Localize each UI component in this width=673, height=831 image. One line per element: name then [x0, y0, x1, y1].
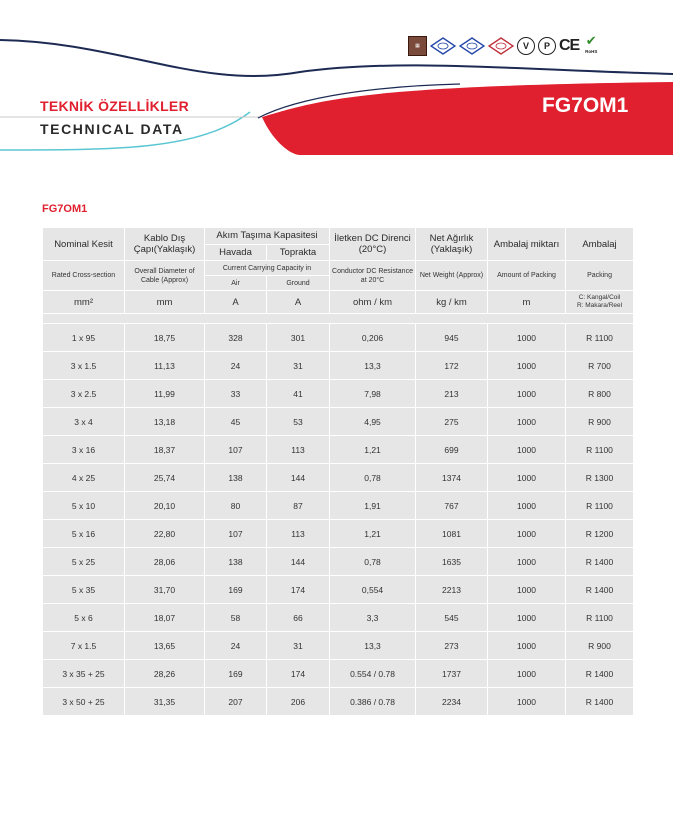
cell-diameter: 31,35: [125, 688, 205, 716]
unit-air: A: [205, 291, 267, 314]
v-mark-icon: V: [517, 37, 535, 55]
table-row: [43, 324, 634, 352]
cell-diameter: 28,26: [125, 660, 205, 688]
cell-nominal: 3 x 1.5: [43, 352, 125, 380]
cell-nominal: 4 x 25: [43, 464, 125, 492]
col-header-ground: Toprakta: [267, 244, 330, 261]
cell-diameter: 31,70: [125, 576, 205, 604]
unit-diameter: mm: [125, 291, 205, 314]
cell-packing-amount: 1000: [488, 632, 566, 660]
header-row-turkish: [43, 228, 634, 245]
col-header-resistance-en: Conductor DC Resistance at 20°C: [330, 261, 416, 291]
table-row: [43, 632, 634, 660]
table-row: [43, 352, 634, 380]
cell-packing: R 800: [566, 380, 634, 408]
technical-data-table: [42, 227, 634, 716]
cell-weight: 1374: [416, 464, 488, 492]
title-english: TECHNICAL DATA: [40, 121, 184, 137]
cell-packing-amount: 1000: [488, 324, 566, 352]
cell-resistance: 1,21: [330, 436, 416, 464]
cell-packing-amount: 1000: [488, 352, 566, 380]
cell-weight: 545: [416, 604, 488, 632]
cell-air: 24: [205, 352, 267, 380]
diamond-mark-icon: [488, 37, 514, 55]
cell-packing: R 1100: [566, 324, 634, 352]
table-row: [43, 660, 634, 688]
header-row-english: [43, 261, 634, 276]
packing-legend-reel: R: Makara/Reel: [576, 302, 623, 309]
product-code-title: FG7OM1: [542, 94, 629, 117]
packing-legend-coil: C: Kangal/Coil: [578, 294, 621, 301]
cell-weight: 699: [416, 436, 488, 464]
cell-weight: 2213: [416, 576, 488, 604]
cell-packing-amount: 1000: [488, 576, 566, 604]
table-row: [43, 380, 634, 408]
cell-weight: 213: [416, 380, 488, 408]
table-row: [43, 688, 634, 716]
cell-nominal: 1 x 95: [43, 324, 125, 352]
unit-ground: A: [267, 291, 330, 314]
cell-resistance: 7,98: [330, 380, 416, 408]
ce-mark-icon: CE: [559, 37, 580, 54]
cell-resistance: 0.554 / 0.78: [330, 660, 416, 688]
title-turkish: TEKNİK ÖZELLİKLER: [40, 98, 189, 114]
cell-packing: R 1400: [566, 688, 634, 716]
cell-air: 58: [205, 604, 267, 632]
table-row: [43, 520, 634, 548]
cell-resistance: 0,78: [330, 548, 416, 576]
cell-resistance: 1,21: [330, 520, 416, 548]
cell-diameter: 18,75: [125, 324, 205, 352]
header-row-units: [43, 291, 634, 314]
cell-packing: R 1100: [566, 604, 634, 632]
col-header-nominal-en: Rated Cross-section: [43, 261, 125, 291]
table-row: [43, 576, 634, 604]
table-row: [43, 492, 634, 520]
cell-diameter: 22,80: [125, 520, 205, 548]
table-row: [43, 464, 634, 492]
cell-nominal: 5 x 16: [43, 520, 125, 548]
cell-packing-amount: 1000: [488, 548, 566, 576]
cell-packing: R 1100: [566, 492, 634, 520]
cell-weight: 1635: [416, 548, 488, 576]
table-row: [43, 604, 634, 632]
cell-resistance: 13,3: [330, 632, 416, 660]
cell-nominal: 3 x 2.5: [43, 380, 125, 408]
unit-packing: [566, 291, 634, 314]
unit-resistance: ohm / km: [330, 291, 416, 314]
col-header-weight: Net Ağırlık (Yaklaşık): [416, 228, 488, 261]
cell-diameter: 20,10: [125, 492, 205, 520]
cell-ground: 87: [267, 492, 330, 520]
cell-resistance: 0,206: [330, 324, 416, 352]
cell-packing-amount: 1000: [488, 520, 566, 548]
cell-nominal: 3 x 50 + 25: [43, 688, 125, 716]
cell-packing-amount: 1000: [488, 660, 566, 688]
cell-packing: R 900: [566, 632, 634, 660]
cell-nominal: 7 x 1.5: [43, 632, 125, 660]
cell-resistance: 0,78: [330, 464, 416, 492]
cell-ground: 206: [267, 688, 330, 716]
unit-nominal: mm²: [43, 291, 125, 314]
cell-nominal: 3 x 4: [43, 408, 125, 436]
cell-ground: 174: [267, 660, 330, 688]
cell-ground: 113: [267, 520, 330, 548]
cell-weight: 2234: [416, 688, 488, 716]
cell-weight: 273: [416, 632, 488, 660]
cell-air: 107: [205, 436, 267, 464]
cell-nominal: 3 x 16: [43, 436, 125, 464]
cell-packing: R 1400: [566, 576, 634, 604]
cell-resistance: 4,95: [330, 408, 416, 436]
cell-ground: 174: [267, 576, 330, 604]
cell-packing: R 1400: [566, 660, 634, 688]
cell-ground: 31: [267, 632, 330, 660]
cell-resistance: 1,91: [330, 492, 416, 520]
col-header-packing-en: Packing: [566, 261, 634, 291]
cell-ground: 144: [267, 464, 330, 492]
cell-packing-amount: 1000: [488, 380, 566, 408]
certification-marks: [408, 35, 600, 57]
cell-air: 169: [205, 576, 267, 604]
cell-packing: R 1100: [566, 436, 634, 464]
section-title: FG7OM1: [42, 203, 88, 215]
cell-ground: 66: [267, 604, 330, 632]
cell-ground: 41: [267, 380, 330, 408]
unit-packing-amount: m: [488, 291, 566, 314]
cell-diameter: 18,37: [125, 436, 205, 464]
cell-resistance: 13,3: [330, 352, 416, 380]
cell-packing-amount: 1000: [488, 408, 566, 436]
cell-nominal: 3 x 35 + 25: [43, 660, 125, 688]
cell-packing-amount: 1000: [488, 436, 566, 464]
cell-packing: R 900: [566, 408, 634, 436]
cell-packing-amount: 1000: [488, 688, 566, 716]
col-header-diameter-en: Overall Diameter of Cable (Approx): [125, 261, 205, 291]
cell-packing: R 1200: [566, 520, 634, 548]
cell-diameter: 13,65: [125, 632, 205, 660]
cell-ground: 144: [267, 548, 330, 576]
cell-air: 207: [205, 688, 267, 716]
cell-nominal: 5 x 10: [43, 492, 125, 520]
cell-air: 107: [205, 520, 267, 548]
col-header-packing-amount-en: Amount of Packing: [488, 261, 566, 291]
col-header-air-en: Air: [205, 276, 267, 291]
cell-packing-amount: 1000: [488, 492, 566, 520]
cell-resistance: 0.386 / 0.78: [330, 688, 416, 716]
cell-weight: 172: [416, 352, 488, 380]
col-header-resistance: İletken DC Direnci (20°C): [330, 228, 416, 261]
cell-diameter: 11,13: [125, 352, 205, 380]
cell-packing: R 1400: [566, 548, 634, 576]
cell-air: 169: [205, 660, 267, 688]
cell-resistance: 0,554: [330, 576, 416, 604]
cell-air: 24: [205, 632, 267, 660]
cell-packing: R 700: [566, 352, 634, 380]
col-header-diameter: Kablo Dış Çapı(Yaklaşık): [125, 228, 205, 261]
cell-packing-amount: 1000: [488, 464, 566, 492]
col-header-nominal: Nominal Kesit: [43, 228, 125, 261]
cell-ground: 113: [267, 436, 330, 464]
diamond-mark-icon: [430, 37, 456, 55]
rohs-mark-icon: ✔ RoHS: [585, 33, 598, 54]
cell-air: 138: [205, 464, 267, 492]
cell-weight: 945: [416, 324, 488, 352]
cell-ground: 31: [267, 352, 330, 380]
table-row: [43, 548, 634, 576]
col-header-ground-en: Ground: [267, 276, 330, 291]
cell-diameter: 28,06: [125, 548, 205, 576]
col-header-capacity-en: Current Carrying Capacity in: [205, 261, 330, 276]
col-header-air: Havada: [205, 244, 267, 261]
cell-air: 328: [205, 324, 267, 352]
cell-ground: 53: [267, 408, 330, 436]
cell-packing-amount: 1000: [488, 604, 566, 632]
cell-diameter: 18,07: [125, 604, 205, 632]
cell-nominal: 5 x 6: [43, 604, 125, 632]
pce-mark-icon: P: [538, 37, 556, 55]
cell-ground: 301: [267, 324, 330, 352]
cell-weight: 767: [416, 492, 488, 520]
cell-nominal: 5 x 25: [43, 548, 125, 576]
cell-air: 138: [205, 548, 267, 576]
col-header-capacity: Akım Taşıma Kapasitesi: [205, 228, 330, 245]
cell-packing: R 1300: [566, 464, 634, 492]
cell-resistance: 3,3: [330, 604, 416, 632]
table-spacer: [43, 314, 634, 324]
cell-weight: 1081: [416, 520, 488, 548]
col-header-weight-en: Net Weight (Approx): [416, 261, 488, 291]
table-row: [43, 436, 634, 464]
col-header-packing: Ambalaj: [566, 228, 634, 261]
standard-seal-icon: ▦: [408, 36, 427, 56]
cell-weight: 1737: [416, 660, 488, 688]
cell-diameter: 13,18: [125, 408, 205, 436]
col-header-packing-amount: Ambalaj miktarı: [488, 228, 566, 261]
cell-weight: 275: [416, 408, 488, 436]
table-row: [43, 408, 634, 436]
cell-diameter: 11,99: [125, 380, 205, 408]
diamond-mark-icon: [459, 37, 485, 55]
cell-diameter: 25,74: [125, 464, 205, 492]
cell-air: 80: [205, 492, 267, 520]
header-red-band: [262, 82, 673, 155]
cell-nominal: 5 x 35: [43, 576, 125, 604]
cell-air: 33: [205, 380, 267, 408]
unit-weight: kg / km: [416, 291, 488, 314]
cell-air: 45: [205, 408, 267, 436]
